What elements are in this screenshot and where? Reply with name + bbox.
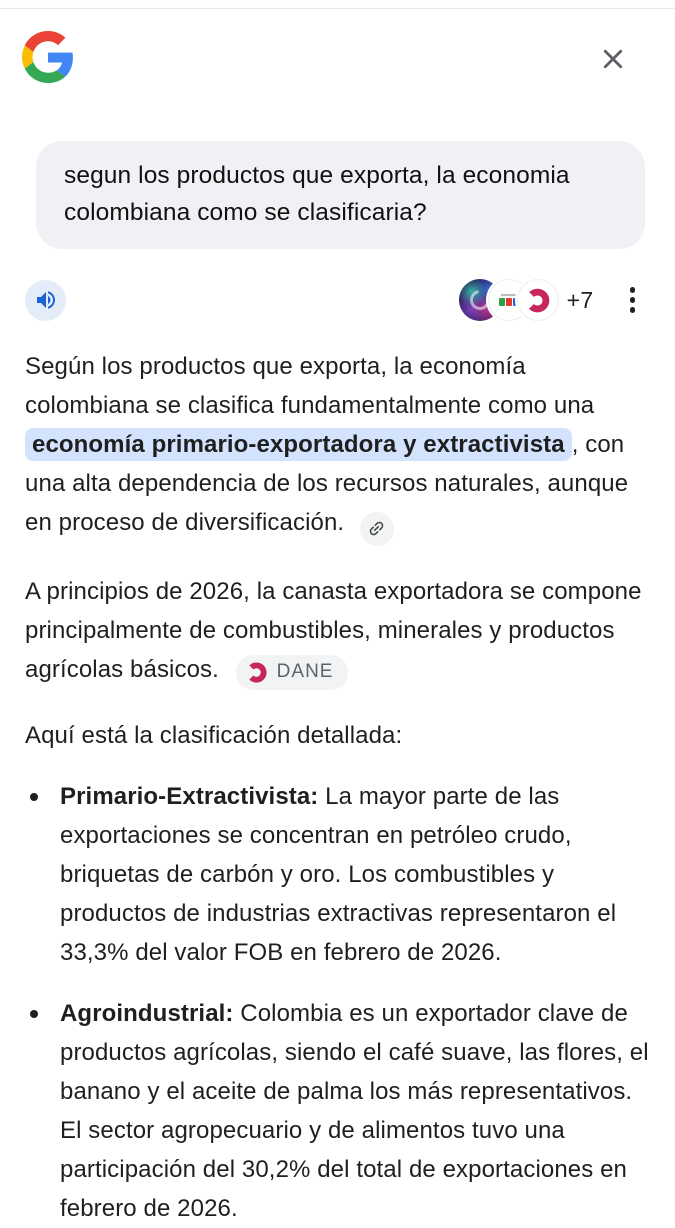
- p1-text-before: Según los productos que exporta, la economía colombiana se clasifica fundamentalmente como una: [25, 353, 595, 419]
- header: [0, 9, 675, 83]
- answer-paragraph-1: [25, 347, 650, 546]
- p1-text-after: , con una alta dependencia de los recursos naturales, aunque en proceso de diversificación.: [25, 431, 629, 536]
- close-icon: [597, 43, 629, 75]
- bullet-dot: [30, 793, 38, 801]
- sheet-top-divider: [0, 0, 675, 9]
- dane-chip-logo-icon: [245, 661, 268, 684]
- kebab-dot: [630, 287, 636, 293]
- google-logo: [22, 31, 74, 83]
- bullet-text: [60, 994, 650, 1228]
- user-question-text: segun los productos que exporta, la economia colombiana como se clasificaria?: [64, 162, 570, 226]
- dane-chip-label: DANE: [276, 661, 334, 682]
- bullet-dot: [30, 1010, 38, 1018]
- user-question-bubble: [36, 141, 645, 249]
- dane-favicon: [517, 279, 559, 321]
- bullet-text: [60, 777, 650, 972]
- oro-block-red: [506, 298, 512, 306]
- dane-source-chip[interactable]: [236, 655, 349, 690]
- read-aloud-button[interactable]: [25, 280, 66, 321]
- oro-block-green: [499, 298, 505, 306]
- bullet-body: Colombia es un exportador clave de productos agrícolas, siendo el café suave, las flores, el banano y el aceite de palma los más representativos. El sector agropecuario y de alimentos tuvo una participación del 30,2% del total de exportaciones en febrero de 2026.: [60, 999, 649, 1222]
- close-button[interactable]: [593, 39, 633, 79]
- sources-area: [459, 279, 639, 321]
- overflow-menu-button[interactable]: [626, 283, 640, 317]
- chain-link-icon: [364, 515, 391, 542]
- bullet-lead: Agroindustrial:: [60, 999, 234, 1027]
- bullet-body: La mayor parte de las exportaciones se concentran en petróleo crudo, briquetas de carbón y oro. Los combustibles y productos de industrias extractivas representaron el 33,3% del valor FOB en febrero de 2026.: [60, 782, 617, 966]
- google-g-icon: [22, 31, 74, 83]
- more-sources-count[interactable]: +7: [566, 286, 594, 313]
- speaker-icon: [34, 288, 58, 312]
- oro-caption-bar: [501, 294, 517, 296]
- highlighted-classification[interactable]: economía primario-exportadora y extractivista: [25, 428, 572, 461]
- answer-paragraph-3: Aquí está la clasificación detallada:: [25, 721, 403, 749]
- answer-paragraph-2: [25, 572, 650, 690]
- answer-toolbar: [25, 279, 639, 321]
- list-item: [25, 994, 650, 1228]
- oro-letter-blocks: [499, 298, 519, 306]
- citation-link-button[interactable]: [360, 512, 394, 546]
- kebab-dot: [630, 297, 636, 303]
- kebab-dot: [630, 307, 636, 313]
- bullet-lead: Primario-Extractivista:: [60, 782, 319, 810]
- p2-text: A principios de 2026, la canasta exportadora se compone principalmente de combustibles, minerales y productos agrícolas básicos.: [25, 577, 642, 683]
- source-favicons[interactable]: [459, 279, 559, 321]
- classification-list: [25, 777, 650, 1228]
- list-item: [25, 777, 650, 972]
- answer-content: [0, 347, 675, 1228]
- dane-logo-icon: [524, 287, 551, 314]
